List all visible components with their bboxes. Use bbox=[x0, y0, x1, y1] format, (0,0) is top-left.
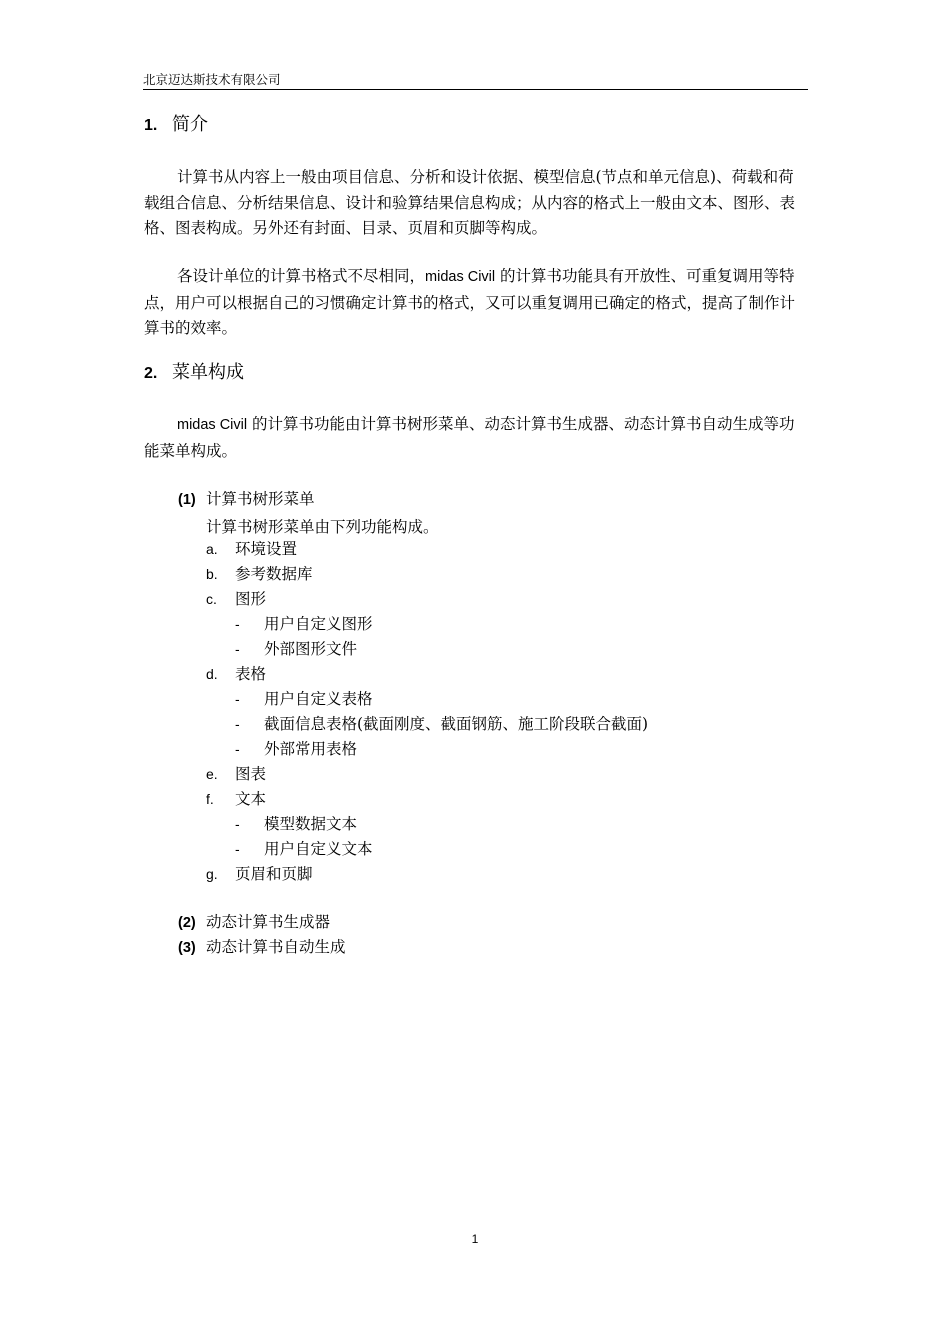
list-item: b. 参考数据库 bbox=[206, 565, 313, 583]
subsection-2-number: (2) bbox=[178, 915, 196, 931]
section-2-heading bbox=[144, 361, 244, 386]
subsection-1-heading bbox=[178, 487, 315, 513]
list-item: e. 图表 bbox=[206, 765, 267, 783]
subsection-2-heading bbox=[178, 910, 330, 936]
section-2-number: 2. bbox=[144, 365, 158, 382]
subsection-1-number: (1) bbox=[178, 492, 196, 508]
list-subitem: - 截面信息表格(截面刚度、截面钢筋、施工阶段联合截面) bbox=[235, 715, 649, 733]
list-item: c. 图形 bbox=[206, 590, 267, 608]
section-1-paragraph-1: 计算书从内容上一般由项目信息、分析和设计依据、模型信息(节点和单元信息)、荷载和荷载组合信息、分析结果信息、设计和验算结果信息构成；从内容的格式上一般由文本、图形、表格、图表构成。另外还有封面、目录、页眉和页脚等构成。 bbox=[144, 168, 796, 237]
list-subitem: - 用户自定义文本 bbox=[235, 840, 373, 858]
subsection-3-title: 动态计算书自动生成 bbox=[206, 938, 346, 956]
list-subitem: - 用户自定义表格 bbox=[235, 690, 373, 708]
tree-menu-list bbox=[206, 537, 648, 887]
section-2-title: 菜单构成 bbox=[172, 362, 244, 383]
list-item: g. 页眉和页脚 bbox=[206, 865, 313, 883]
paragraph-2-text-a: 各设计单位的计算书格式不尽相同， bbox=[177, 267, 426, 285]
section-2-paragraph bbox=[144, 412, 808, 464]
section-2-product-name: midas Civil bbox=[177, 417, 248, 433]
paragraph-2-text-b: 的计算书功能具有开放性、可重复调用等特点，用户可以根据自己的习惯确定计算书的格式，又可以重复调用已确定的格式，提高了制作计算书的效率。 bbox=[144, 267, 796, 337]
page-number: 1 bbox=[471, 1232, 479, 1246]
page-header bbox=[143, 72, 808, 90]
list-subitem: - 用户自定义图形 bbox=[235, 615, 373, 633]
subsection-2-title: 动态计算书生成器 bbox=[206, 913, 331, 931]
subsection-1-title: 计算书树形菜单 bbox=[206, 490, 315, 508]
section-1-number: 1. bbox=[144, 117, 158, 134]
list-item: f. 文本 bbox=[206, 790, 267, 808]
list-subitem: - 外部常用表格 bbox=[235, 740, 358, 758]
list-subitem: - 模型数据文本 bbox=[235, 815, 358, 833]
section-1-title: 简介 bbox=[172, 114, 208, 135]
subsection-1-intro: 计算书树形菜单由下列功能构成。 bbox=[206, 518, 439, 536]
company-name: 北京迈达斯技术有限公司 bbox=[143, 72, 281, 87]
subsection-3-number: (3) bbox=[178, 940, 196, 956]
subsection-3-heading bbox=[178, 935, 346, 961]
list-item: a. 环境设置 bbox=[206, 540, 298, 558]
section-2-text: 的计算书功能由计算书树形菜单、动态计算书生成器、动态计算书自动生成等功能菜单构成。 bbox=[144, 415, 795, 460]
section-1-heading bbox=[144, 113, 208, 138]
list-subitem: - 外部图形文件 bbox=[235, 640, 358, 658]
list-item: d. 表格 bbox=[206, 665, 267, 683]
paragraph-2-product-name: midas Civil bbox=[425, 269, 496, 285]
section-1-paragraph-2 bbox=[144, 264, 808, 342]
